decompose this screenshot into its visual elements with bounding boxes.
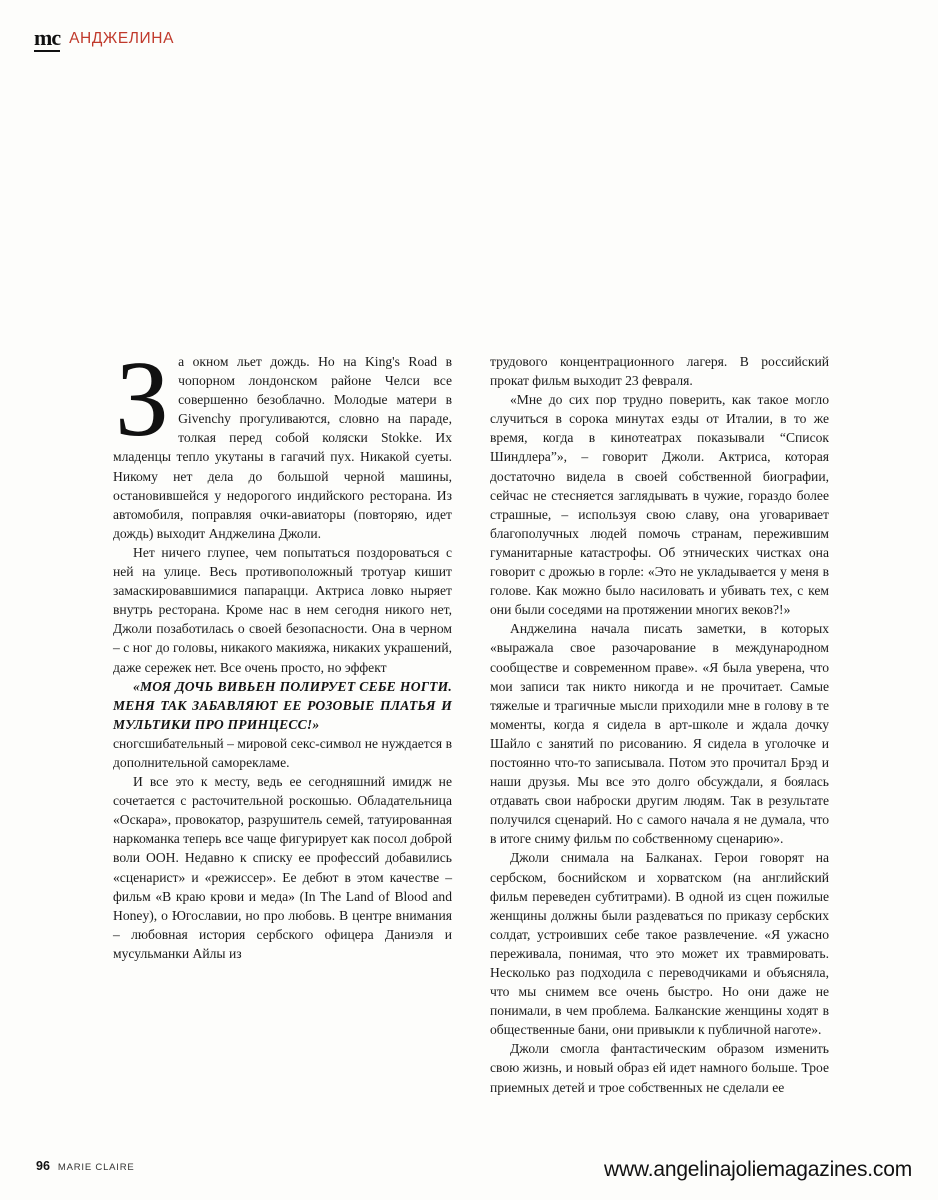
dropcap-paragraph-wrap bbox=[113, 340, 452, 543]
article-columns bbox=[113, 340, 829, 1097]
right-column bbox=[490, 352, 829, 1097]
paragraph: «Мне до сих пор трудно поверить, как такое могло случиться в сорока минутах езды от Италии, в то же время, когда в кинотеатрах показывали “Список Шиндлера”», – говорит Джоли. Актриса, которая достаточно видела в своей собственной биографии, сейчас не стесняется заглядывать в чужие, гораздо более страшные, – используя свою славу, она уговаривает благополучных людей помочь странам, пережившим гуманитарные катастрофы. Об этнических чистках она говорит с дрожью в горле: «Это не укладывается у меня в голове. Как можно было насиловать и убивать тех, с кем они были соседями на протяжении многих веков?!» bbox=[490, 392, 829, 618]
paragraph: трудового концентрационного лагеря. В российский прокат фильм выходит 23 февраля. bbox=[490, 354, 829, 389]
paragraph: Анджелина начала писать заметки, в которых «выражала свое разочарование в международном сообществе и современном праве». «Я была уверена, что мои записи так никто никогда и не прочитает. Самые тяжелые и трагичные мысли приходили мне в голову в те моменты, когда я сидела в арт-школе и ждала дочку Шайло с занятий по рисованию. Я сидела в уголочке и постоянно что-то записывала. Потом это прочитал Брэд и наши друзья. Мы все это долго обсуждали, я боялась отдавать свои наброски другим людям. Так в результате получился сценарий. Но с самого начала я не думала, что в итоге сниму фильм по собственному сценарию». bbox=[490, 621, 829, 847]
watermark-url: www.angelinajoliemagazines.com bbox=[604, 1158, 912, 1181]
drop-cap: З bbox=[115, 340, 170, 459]
paragraph: а окном льет дождь. Но на King's Road в чопорном лондонском районе Челси все совершенно безоблачно. Молодые матери в Givenchy прогуливаются, словно на параде, толкая перед собой коляски Stokke. Их младенцы тепло укутаны в гагачий пух. Никакой суеты. Никому нет дела до большой черной машины, остановившейся у недорогого индийского ресторана. Из автомобиля, поправляя очки-авиаторы (повторяю, идет дождь) выходит Анджелина Джоли. bbox=[113, 354, 452, 541]
footer bbox=[36, 1159, 135, 1173]
paragraph: И все это к месту, ведь ее сегодняшний имидж не сочетается с расточительной роскошью. Обладательница «Оскара», провокатор, разрушитель семей, татуированная наркоманка теперь все чаще фигурирует как посол доброй воли ООН. Недавно к списку ее профессий добавились «сценарист» и «режиссер». Ее дебют в этом качестве – фильм «В краю крови и меда» (In The Land of Blood and Honey), о Югославии, но про любовь. В центре внимания – любовная история сербского офицера Даниэля и мусульманки Айлы из bbox=[113, 774, 452, 961]
paragraph: Джоли смогла фантастическим образом изменить свою жизнь, и новый образ ей идет намного больше. Трое приемных детей и трое собственных не сделали ее bbox=[490, 1041, 829, 1095]
section-title: АНДЖЕЛИНА bbox=[69, 29, 175, 47]
marie-claire-logo bbox=[34, 27, 60, 52]
paragraph: Джоли снимала на Балканах. Герои говорят на сербском, боснийском и хорватском (на английский фильм переведен субтитрами). В одной из сцен пожилые женщины должны были раздеваться по приказу сербских солдат, устроивших себе такое развлечение. «Я ужасно переживала, понимая, что это может их травмировать. Несколько раз подходила с переводчиками и объясняла, что мы снимем все очень быстро. Но они даже не понимали, в чем проблема. Балканские женщины ходят в общественные бани, они привыкли к публичной наготе». bbox=[490, 850, 829, 1038]
publication-name: MARIE CLAIRE bbox=[57, 1162, 135, 1173]
pull-quote: «МОЯ ДОЧЬ ВИВЬЕН ПОЛИРУЕТ СЕБЕ НОГТИ. МЕНЯ ТАК ЗАБАВЛЯЮТ ЕЕ РОЗОВЫЕ ПЛАТЬЯ И МУЛЬТИКИ ПРО ПРИНЦЕСС!» bbox=[113, 678, 452, 732]
paragraph: Нет ничего глупее, чем попытаться поздороваться с ней на улице. Весь противоположный тротуар кишит замаскировавшимися папарацци. Актриса ловко ныряет внутрь ресторана. Кроме нас в нем сегодня никого нет, Джоли позаботилась о своей безопасности. Она в черном – с ног до головы, никакого макияжа, никаких украшений, даже сережек нет. Все очень просто, но эффект bbox=[113, 544, 452, 675]
logo-underline bbox=[34, 50, 60, 52]
masthead bbox=[34, 26, 174, 51]
page-number: 96 bbox=[36, 1159, 50, 1173]
left-column bbox=[113, 340, 452, 1097]
logo-text: mc bbox=[34, 25, 61, 50]
paragraph: сногсшибательный – мировой секс-символ не нуждается в дополнительной саморекламе. bbox=[113, 735, 452, 770]
